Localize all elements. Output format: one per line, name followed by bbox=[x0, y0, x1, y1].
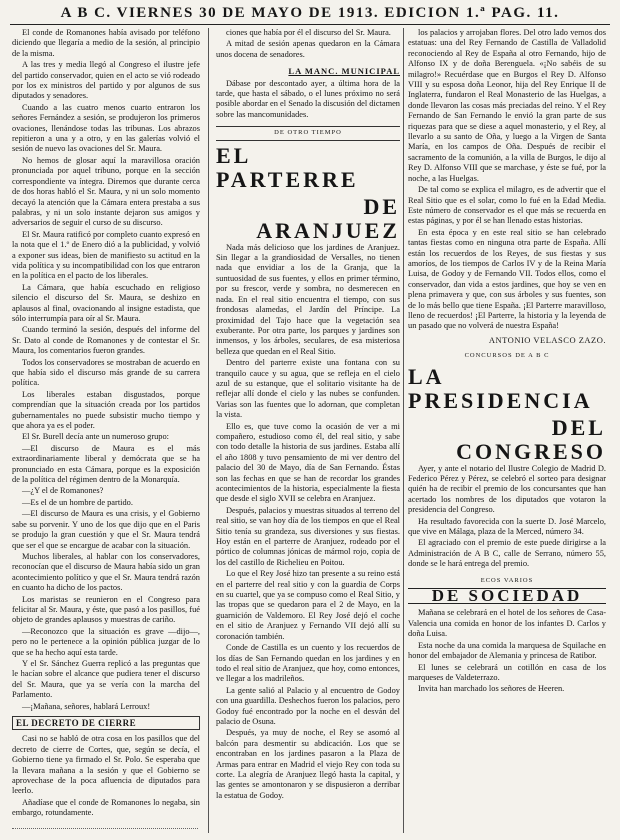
paragraph: La gente salió al Palacio y al encuentro de Godoy con una guardilla. Deshechos fueron los palacios, pero Godoy fué encontrado por la noche en el desván del palacio de Osuna. bbox=[216, 685, 400, 726]
paragraph: Mañana se celebrará en el hotel de los señores de Casa-Valencia una comida en honor de los infantes D. Carlos y doña Luisa. bbox=[408, 608, 606, 639]
paragraph: A mitad de sesión apenas quedaron en la Cámara unos docena de senadores. bbox=[216, 39, 400, 59]
sociedad-title: DE SOCIEDAD bbox=[408, 588, 606, 604]
column-1 bbox=[12, 28, 200, 833]
mancomunidad-heading: LA MANC. MUNICIPAL bbox=[288, 66, 400, 77]
paragraph: Después, palacios y muestras situados al terreno del real sitio, se van hoy día de los tiempos en que el Real Sitio tenía su grandeza, sus diversiones y sus fiestas. Hoy están en el parterre de Aranjuez, rodeado por el pórtico de columnas jónicas de mármol rojo, copia de los del castillo de Richelieu en Poitou. bbox=[216, 505, 400, 567]
paragraph: Cuando a las cuatro menos cuarto entraron los señores Fernández a sesión, se produjeron los primeros ovaciones, llenándose todas las tribunas. Los abrazos repitieron a una y a otro, y en las galerías volvió el sesión de nuevo las ovaciones del Sr. Maura. bbox=[12, 102, 200, 154]
paragraph: Ello es, que tuve como la ocasión de ver a mi compañero, estudioso como él, del real sitio, y sabe con todo detalle la historia de sus jardines. Estaba allí el año 1808 y tuvo pensamiento de mi ver dentro del palacio del 30 de Mayo, día de San Fernando. Éstas son las fechas en que se han de recordar los grandes acontecimientos de la historia, especialmente la fiesta que desde el siglo XVII se celebra en Aranjuez. bbox=[216, 421, 400, 504]
parterre-title-line1: EL PARTERRE bbox=[216, 142, 359, 192]
paragraph: Ha resultado favorecida con la suerte D. José Marcelo, que vive en Málaga, plaza de la Merced, número 34. bbox=[408, 516, 606, 537]
paragraph: Dábase por descontado ayer, a última hora de la tarde, que hasta el sábado, o el lunes próximo no será posible abordar en el Senado la discusión del dictamen sobre las mancomunidades. bbox=[216, 78, 400, 119]
paragraph: El lunes se celebrará un cotillón en casa de los marqueses de Valdeterrazo. bbox=[408, 662, 606, 682]
decreto-cierre-paragraphs bbox=[12, 734, 200, 818]
paragraph: El Sr. Maura ratificó por completo cuanto expresó en la nota que el 1.º de Enero dió a la publicidad, y volvió a exponer sus ideas, bien de manifiesto su actitud en la vida política y su incompatibilidad con los que entraron en la política en el pacto de los liberales. bbox=[12, 229, 200, 281]
paragraph: Después, ya muy de noche, el Rey se asomó al balcón para desmentir su abdicación. Los que se encontraban en los jardines pasaron a la Plaza de Armas para entrar en Madrid el viejo Rey con toda su corte. La alegría de Aranjuez llegó hasta la capital, y las gentes se amontonaron y se dispusieron a derribar la estatua de Godoy. bbox=[216, 728, 400, 800]
paragraph: Los liberales estaban disgustados, porque comprendían que la situación creada por los partidos gubernamentales no puede subsistir mucho tiempo y que ahora ya es el poder. bbox=[12, 389, 200, 431]
paragraph: —¿Y el de Romanones? bbox=[22, 486, 104, 496]
paragraph: De tal como se explica el milagro, es de advertir que el Real Sitio que es el solar, como lo fué en la Edad Media. Este número de conservador es el que más se recuerda en estas páginas, y por él se han llenado estas historias. bbox=[408, 185, 606, 226]
paragraph: ciones que había por él el discurso del Sr. Maura. bbox=[226, 28, 391, 37]
sociedad-article-body bbox=[408, 608, 606, 694]
paragraph: los palacios y arrojaban flores. Del otro lado vemos dos estatuas: una del Rey Fernando de Castilla de Valladolid reconociendo al Rey de España al otro Fernando, hijo de Alfonso IX y de doña Berenguela. «¡No sabéis de su milagro!» Recuérdase que en Burgos el Rey D. Alfonso VIII y su esposa doña Leonor, hija del Rey Enrique II de Inglaterra, fundaron el Real Monasterio de las Huelgas, a donde llevaron las cosas más preciadas del reino. Y el Rey Fernando de San Fernando le envió la gran parte de sus riquezas para que se diese a aquel monasterio, y el Rey, al llevarlo a su santo de Oña, y luego a la Virgen de Santa María, en los campos de Oña. Después de recibir el sacramento de la comunión, a la villa de Burgos, le dijo al Rey D. Alfonso VIII que se marchase, y éste se fué, por la noche, a las Huelgas. bbox=[408, 28, 606, 183]
paragraph: Añadíase que el conde de Romanones lo negaba, sin embargo, rotundamente. bbox=[12, 797, 200, 818]
parterre-article-body bbox=[216, 243, 400, 802]
paragraph: Dentro del parterre existe una fontana con su tranquilo cauce y su agua, que se refleja en el cielo azul de su estanque, que el solitario visitante ha de reflejar allí donde el cielo y las nubes se confunden. Varias son las fuentes que lo adornan, que completan la vista. bbox=[216, 358, 400, 420]
paragraph: Casi no se habló de otra cosa en los pasillos que del decreto de cierre de Cortes, que, según se decía, el Gobierno tiene ya firmado el Sr. Polo. Se esperaba que la llevara mañana a la sesión y que el Gobierno se aprovechase de la poca afluencia de diputados para leerlo. bbox=[12, 734, 200, 796]
parterre-title-line2: DE ARANJUEZ bbox=[256, 193, 400, 243]
mancomunidad-paragraphs bbox=[216, 79, 400, 121]
paragraph: El agraciado con el premio de este puede dirigirse a la Administración de A B C, calle de Serrano, número 55, donde se le hará entrega del premio. bbox=[408, 538, 606, 569]
paragraph: El conde de Romanones había avisado por teléfono diciendo que llegaría a medio de la sesión, al principio de la misma. bbox=[12, 28, 200, 58]
paragraph: —Es el de un hombre de partido. bbox=[22, 497, 133, 507]
column-1-paragraphs bbox=[12, 28, 200, 712]
paragraph: —Reconozco que la situación es grave —dijo—, pero no le pertenece a la opinión pública juzgar de lo que se ha hecho aquí esta tarde. bbox=[12, 626, 200, 657]
paragraph: No hemos de glosar aquí la maravillosa oración pronunciada por aquel tribuno, porque en la sección correspondiente va íntegra. Diremos que durante cerca de dos horas habló el Sr. Maura, y ni un solo momento decayó la atención que la Cámara entera prestaba a sus palabras, y ni un solo instante dejaron sus amigos y adversarios de seguir el curso de su discurso. bbox=[12, 155, 200, 228]
bottom-dotted-rule bbox=[12, 828, 198, 829]
paragraph: Muchos liberales, al hablar con los conservadores, reconocían que el discurso de Maura había sido un gran acontecimiento político y que el Sr. Maura tendrá razón en cuanto ha dicho de los pactos. bbox=[12, 551, 200, 593]
paragraph: Cuando terminó la sesión, después del informe del Sr. Dato al conde de Romanones y de contestar el Sr. Maura, los comentarios fueron grandes. bbox=[12, 325, 200, 356]
paragraph: Esta noche da una comida la marquesa de Squilache en honor del embajador de Alemania y princesa de Ratibor. bbox=[408, 640, 606, 661]
presidencia-title-line1: LA PRESIDENCIA bbox=[408, 363, 593, 413]
presidencia-title-line2: DEL CONGRESO bbox=[456, 414, 606, 464]
column-2-intro bbox=[216, 28, 400, 60]
paragraph: Y el Sr. Sánchez Guerra replicó a las preguntas que le hacían sobre el alcance que pudiera tener el discurso del Sr. Maura, que ya se vería con la marcha del Parlamento. bbox=[12, 658, 200, 700]
paragraph: Ayer, y ante el notario del Ilustre Colegio de Madrid D. Federico Pérez y Pérez, se celebró el sorteo para designar quién ha de recibir el premio de los concursantes que han acertado los nombres de los diputados que votaron la presidencia del Congreso. bbox=[408, 463, 606, 515]
paragraph: El Sr. Burell decía ante un numeroso grupo: bbox=[22, 432, 169, 442]
paragraph: Conde de Castilla es un cuento y los recuerdos de los días de San Fernando quedan en los jardines y en todo el real sitio de Aranjuez, que hoy, como entonces, ve llegar a los madrileños. bbox=[216, 643, 400, 684]
paragraph: Lo que el Rey José hizo tan presente a su reino está en el parterre del real sitio y con la guardia de Corps en su cuartel, que ya se compuso como el Real Sitio, y las tropas que se quedaron para el 2 de Mayo, en la guarnición de Valdemoro. El Rey José dejó el coche en el sitio de Aranjuez y Fernando VII dejó allí su coronación también. bbox=[216, 569, 400, 641]
column-rule-1 bbox=[208, 28, 209, 833]
paragraph: —El discurso de Maura es una crisis, y el Gobierno sabe su porvenir. Y uno de los que dijo que en el Paris se produjo la gran cuestión y que el Sr. Maura tendrá que ser el que se encargue de acabar con la situación. bbox=[12, 509, 200, 550]
parterre-article-continuation bbox=[408, 28, 606, 332]
paragraph: Los maristas se reunieron en el Congreso para felicitar al Sr. Maura, y éste, que pasó a los pasillos, fué objeto de grandes aplausos y muestras de cariño. bbox=[12, 594, 200, 625]
paragraph: Invita han marchado los señores de Heeren. bbox=[418, 684, 565, 694]
paragraph: Todos los conservadores se mostraban de acuerdo en que había sido el discurso más grande de su carrera política. bbox=[12, 357, 200, 388]
article-signature: ANTONIO VELASCO ZAZO. bbox=[488, 334, 606, 345]
paragraph: La Cámara, que había escuchado en religioso silencio el discurso del Sr. Maura, se deshizo en aplausos al final, ovacionando al insigne estadista, que sólo interrumpía para oír al Sr. Maura. bbox=[12, 282, 200, 323]
column-2 bbox=[216, 28, 400, 833]
paragraph: A las tres y media llegó al Congreso el ilustre jefe del partido conservador, quien en el acto se vió rodeado por los ex ministros del partido y por algunos de sus diputados y senadores. bbox=[12, 60, 200, 101]
concursos-kicker: CONCURSOS DE A B C bbox=[464, 352, 550, 360]
paragraph: —El discurso de Maura es el más extraordinariamente liberal y demócrata que se ha pronunciado en esta Cámara, porque es la exposición de la política del régimen dentro de la Monarquía. bbox=[12, 443, 200, 485]
column-rule-2 bbox=[403, 28, 404, 833]
paragraph: En esta época y en este real sitio se han celebrado tantas fiestas como en ninguna otra parte de España. Allí están los recuerdos de los Reyes, de sus fiestas y sus amoríos, de los tiempos de Carlos IV y de la Reina María Luisa, de Godoy y de Fernando VII. Todos ellos, como el conservador, dan vida a estos jardines, que hoy se ven en plena primavera y que, con sus árboles y sus fuentes, son de lo más bello que tiene España. ¡El Parterre maravilloso, lleno de recuerdos! ¡El Parterre, la historia y la leyenda de un pasado que no volverá de nuestra España! bbox=[408, 227, 606, 331]
ecos-varios-kicker: ECOS VARIOS bbox=[480, 576, 534, 584]
masthead: A B C. VIERNES 30 DE MAYO DE 1913. EDICION 1.ª PAG. 11. bbox=[10, 2, 610, 25]
paragraph: Nada más delicioso que los jardines de Aranjuez. Sin llegar a la grandiosidad de Versalles, no tienen nada que envidiar a los de la Granja, que la suntuosidad de sus fuentes, y ellos en primer término, por su frescor, verde y sombra, no desmerecen en nada. En el real sitio encuentra el tiempo, con sus frondosas alamedas, el Jardín del Príncipe. La proximidad del Tajo hace que la vegetación sea exuberante. Por otra parte, los parques y jardines son inmensos, y los árboles, seculares, de esa misteriosa belleza que quedan en el Real Sitio. bbox=[216, 242, 400, 356]
paragraph: —¡Mañana, señores, hablará Lerroux! bbox=[22, 701, 151, 711]
column-3 bbox=[408, 28, 606, 833]
decreto-cierre-heading: EL DECRETO DE CIERRE bbox=[12, 716, 200, 730]
presidencia-article-body bbox=[408, 464, 606, 570]
otro-tiempo-kicker: DE OTRO TIEMPO bbox=[216, 126, 400, 140]
